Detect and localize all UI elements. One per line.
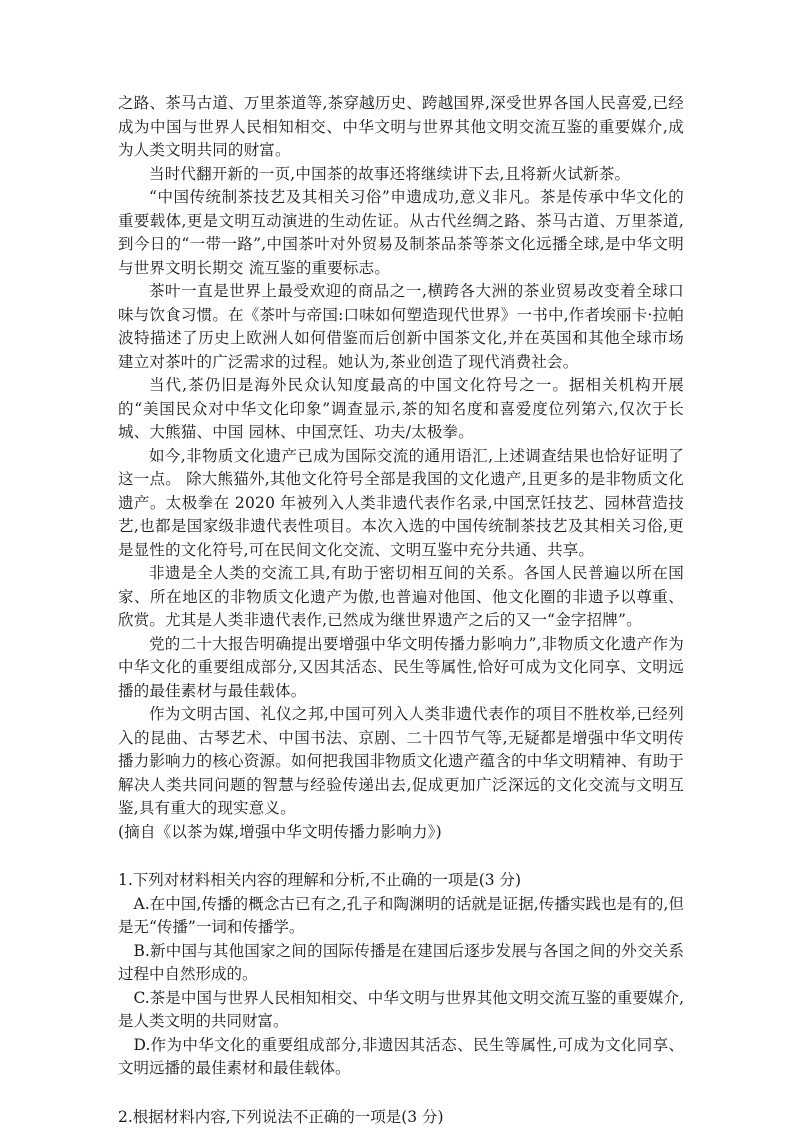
passage-paragraph: 作为文明古国、礼仪之邦,中国可列入人类非遗代表作的项目不胜枚举,已经列入的昆曲、古琴艺术、中国书法、京剧、二十四节气等,无疑都是增强中华文明传播力影响力的核心资源。如何把我国非物质文化遗产蕴含的中华文明精神、有助于解决人类共同问题的智慧与经验传递出去,促成更加广泛深远的文化交流与文明互鉴,具有重大的现实意义。	[118, 703, 684, 821]
question-1	[118, 869, 684, 1081]
passage-paragraph: 茶叶一直是世界上最受欢迎的商品之一,横跨各大洲的茶业贸易改变着全球口味与饮食习惯。在《茶叶与帝国:口味如何塑造现代世界》一书中,作者埃丽卡·拉帕波特描述了历史上欧洲人如何借鉴而后创新中国茶文化,并在英国和其他全球市场建立对茶叶的广泛需求的过程。她认为,茶业创造了现代消费社会。	[118, 280, 684, 374]
passage-paragraph: 之路、茶马古道、万里茶道等,茶穿越历史、跨越国界,深受世界各国人民喜爱,已经成为中国与世界人民相知相交、中华文明与世界其他文明交流互鉴的重要媒介,成为人类文明共同的财富。	[118, 92, 684, 163]
option-c[interactable]: C.茶是中国与世界人民相知相交、中华文明与世界其他文明交流互鉴的重要媒介,是人类文明的共同财富。	[118, 987, 684, 1034]
passage-paragraph: 当代,茶仍旧是海外民众认知度最高的中国文化符号之一。据相关机构开展的“美国民众对中华文化印象”调查显示,茶的知名度和喜爱度位列第六,仅次于长城、大熊猫、中国 园林、中国烹饪、功夫/太极拳。	[118, 374, 684, 445]
exam-page	[118, 92, 684, 1129]
option-d[interactable]: D.作为中华文化的重要组成部分,非遗因其活态、民生等属性,可成为文化同享、文明远播的最佳素材和最佳载体。	[118, 1034, 684, 1081]
passage-paragraph: 党的二十大报告明确提出要增强中华文明传播力影响力”,非物质文化遗产作为中华文化的重要组成部分,又因其活态、民生等属性,恰好可成为文化同享、文明远播的最佳素材与最佳载体。	[118, 633, 684, 704]
question-stem: 2.根据材料内容,下列说法不正确的一项是(3 分)	[118, 1106, 684, 1129]
passage-paragraph: “中国传统制茶技艺及其相关习俗”申遗成功,意义非凡。茶是传承中华文化的重要载体,更是文明互动演进的生动佐证。从古代丝绸之路、茶马古道、万里茶道,到今日的“一带一路”,中国茶叶对外贸易及制茶品茶等茶文化远播全球,是中华文明与世界文明长期交 流互鉴的重要标志。	[118, 186, 684, 280]
question-2	[118, 1106, 684, 1129]
passage-paragraph: 当时代翻开新的一页,中国茶的故事还将继续讲下去,且将新火试新茶。	[118, 163, 684, 187]
passage-paragraph: 如今,非物质文化遗产已成为国际交流的通用语汇,上述调查结果也恰好证明了这一点。 除大熊猫外,其他文化符号全部是我国的文化遗产,且更多的是非物质文化遗产。太极拳在 2020 年被列入人类非遗代表作名录,中国烹饪技艺、园林营造技艺,也都是国家级非遗代表性项目。本次入选的中国传统制茶技艺及其相关习俗,更是显性的文化符号,可在民间文化交流、文明互鉴中充分共通、共享。	[118, 445, 684, 563]
option-a[interactable]: A.在中国,传播的概念古已有之,孔子和陶渊明的话就是证据,传播实践也是有的,但是无“传播”一词和传播学。	[118, 893, 684, 940]
option-b[interactable]: B.新中国与其他国家之间的国际传播是在建国后逐步发展与各国之间的外交关系过程中自然形成的。	[118, 940, 684, 987]
passage-source: (摘自《以茶为媒,增强中华文明传播力影响力》)	[118, 821, 684, 845]
passage-paragraph: 非遗是全人类的交流工具,有助于密切相互间的关系。各国人民普遍以所在国家、所在地区的非物质文化遗产为傲,也普遍对他国、他文化圈的非遗予以尊重、欣赏。尤其是人类非遗代表作,已然成为继世界遗产之后的又一“金字招牌”。	[118, 562, 684, 633]
question-stem: 1.下列对材料相关内容的理解和分析,不止确的一项是(3 分)	[118, 869, 684, 893]
reading-passage	[118, 92, 684, 844]
